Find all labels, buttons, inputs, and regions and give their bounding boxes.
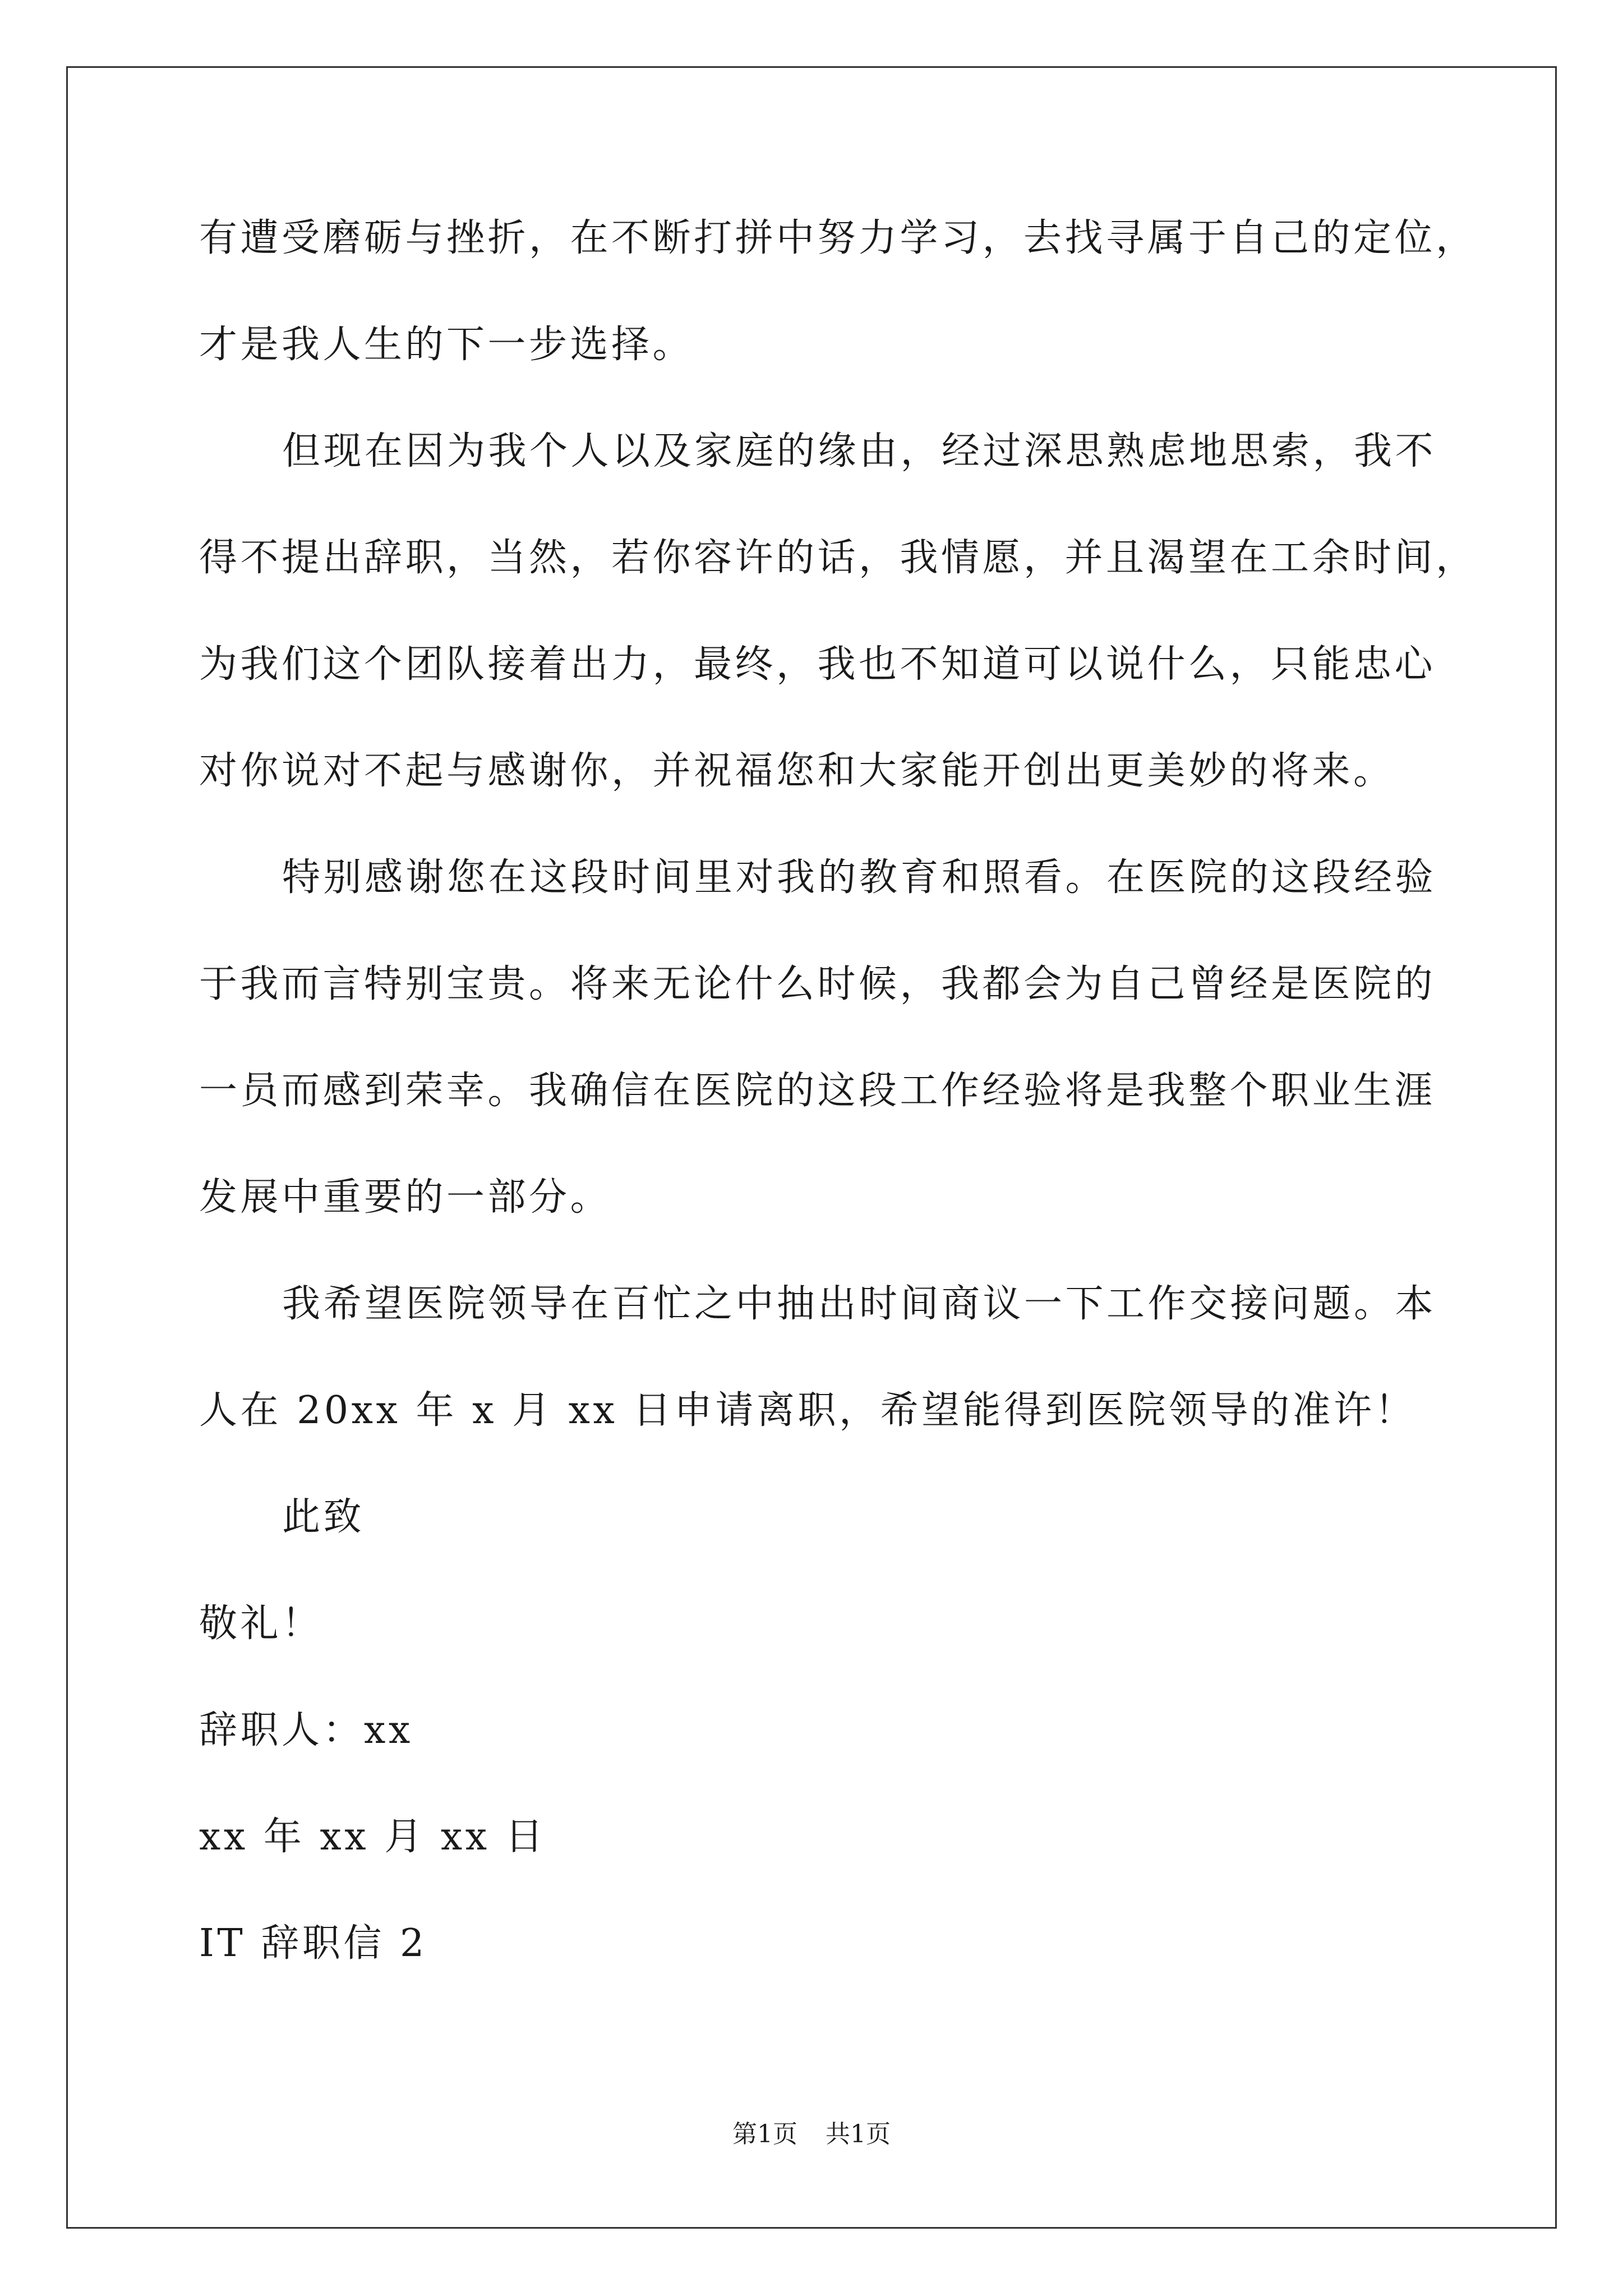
paragraph-start: 我希望医院领导在百忙之中抽出时间商议一下工作交接问题。本 xyxy=(282,1282,1437,1326)
page-footer xyxy=(0,2118,1623,2151)
next-section-title: IT 辞职信 2 xyxy=(199,1921,427,1966)
text-line: 人在 20xx 年 x 月 xx 日申请离职，希望能得到医院领导的准许！ xyxy=(199,1388,1416,1433)
text-line: 一员而感到荣幸。我确信在医院的这段工作经验将是我整个职业生涯 xyxy=(199,1069,1436,1113)
text-line: 于我而言特别宝贵。将来无论什么时候，我都会为自己曾经是医院的 xyxy=(199,962,1436,1006)
text-line: 发展中重要的一部分。 xyxy=(199,1175,612,1220)
paragraph-start: 但现在因为我个人以及家庭的缘由，经过深思熟虑地思索，我不 xyxy=(282,429,1437,473)
closing-salutation: 此致 xyxy=(282,1495,365,1539)
letter-body xyxy=(199,185,1477,1997)
paragraph-start: 特别感谢您在这段时间里对我的教育和照看。在医院的这段经验 xyxy=(282,855,1437,900)
text-line: 为我们这个团队接着出力，最终，我也不知道可以说什么，只能忠心 xyxy=(199,642,1436,687)
page-number: 第1页 xyxy=(732,2120,797,2148)
date-line: xx 年 xx 月 xx 日 xyxy=(199,1815,547,1859)
closing-regards: 敬礼！ xyxy=(199,1602,323,1646)
text-line: 对你说对不起与感谢你，并祝福您和大家能开创出更美妙的将来。 xyxy=(199,749,1395,793)
text-line: 才是我人生的下一步选择。 xyxy=(199,323,694,367)
signature-line: 辞职人：xx xyxy=(199,1708,413,1752)
text-line: 得不提出辞职，当然，若你容许的话，我情愿，并且渴望在工余时间， xyxy=(199,536,1477,580)
text-line: 有遭受磨砺与挫折，在不断打拼中努力学习，去找寻属于自己的定位， xyxy=(199,216,1477,260)
page-count: 共1页 xyxy=(826,2120,891,2148)
